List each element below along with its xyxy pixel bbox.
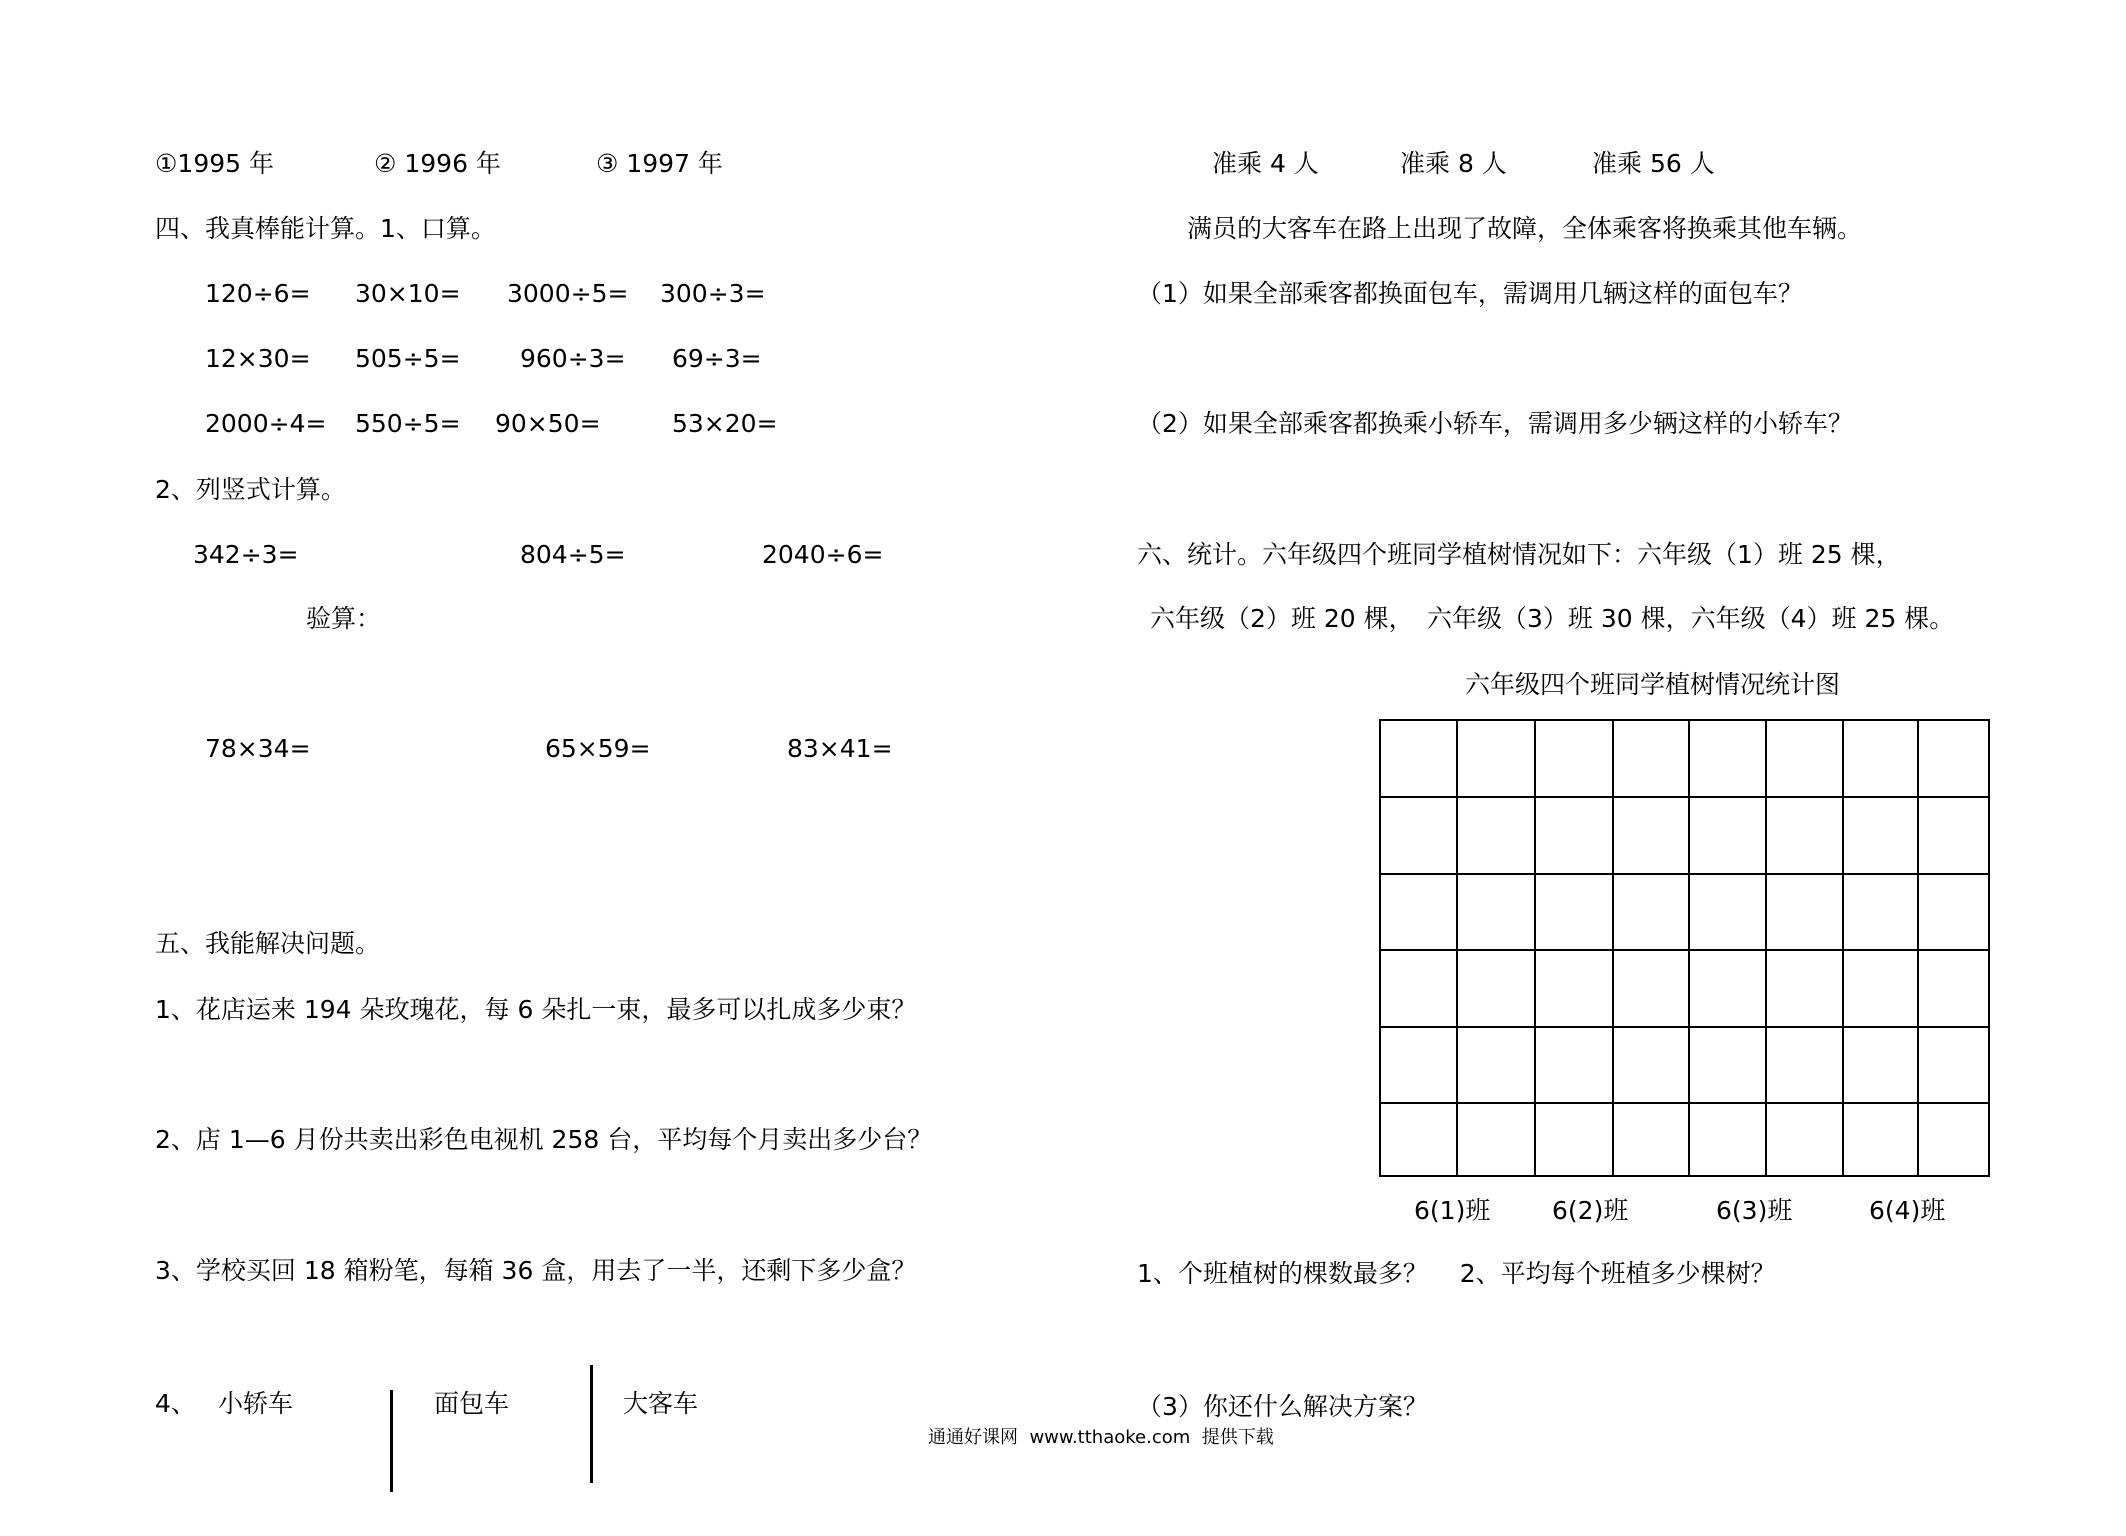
grid-line (1381, 873, 1988, 875)
vertical-calc-item: 2040÷6= (762, 540, 884, 569)
sub-question-3: （3）你还什么解决方案？ (1137, 1392, 1428, 1421)
vehicle-car: 小轿车 (218, 1389, 294, 1418)
oral-calc-item: 3000÷5= (507, 279, 629, 308)
grid-line (1842, 721, 1844, 1175)
choice-1996: ② 1996 年 (374, 149, 501, 178)
section-6-line-1: 六、统计。六年级四个班同学植树情况如下：六年级（1）班 25 棵， (1137, 540, 1901, 569)
sub-question-2: （2）如果全部乘客都换乘小轿车，需调用多少辆这样的小轿车？ (1137, 409, 1853, 438)
choice-1995: ①1995 年 (155, 149, 274, 178)
footer-credit: 通通好课网 www.tthaoke.com 提供下载 (928, 1427, 1274, 1448)
oral-calc-item: 120÷6= (205, 279, 311, 308)
question-4-number: 4、 (155, 1389, 196, 1418)
grid-line (1612, 721, 1614, 1175)
capacity-bus: 准乘 56 人 (1592, 149, 1715, 178)
oral-calc-item: 2000÷4= (205, 409, 327, 438)
chart-title: 六年级四个班同学植树情况统计图 (1465, 670, 1841, 699)
section-6-line-2b: 六年级（3）班 30 棵，六年级（4）班 25 棵。 (1427, 604, 1955, 633)
blank-chart-grid (1379, 719, 1990, 1177)
section-4-title: 四、我真棒能计算。1、口算。 (155, 214, 496, 243)
oral-calc-item: 30×10= (355, 279, 461, 308)
chart-label-class-1: 6(1)班 (1414, 1196, 1491, 1225)
grid-line (1917, 721, 1919, 1175)
vertical-calc-item: 342÷3= (193, 540, 299, 569)
grid-line (1381, 796, 1988, 798)
oral-calc-item: 12×30= (205, 344, 311, 373)
question-3: 3、学校买回 18 箱粉笔，每箱 36 盒，用去了一半，还剩下多少盒？ (155, 1256, 917, 1285)
grid-line (1765, 721, 1767, 1175)
vertical-calc-item: 83×41= (787, 734, 893, 763)
grid-line (1456, 721, 1458, 1175)
capacity-car: 准乘 4 人 (1212, 149, 1319, 178)
grid-line (1381, 949, 1988, 951)
vehicle-van: 面包车 (434, 1389, 510, 1418)
capacity-van: 准乘 8 人 (1400, 149, 1507, 178)
vertical-calc-title: 2、列竖式计算。 (155, 475, 346, 504)
table-divider (590, 1365, 593, 1483)
sub-question-1: （1）如果全部乘客都换面包车，需调用几辆这样的面包车？ (1137, 279, 1803, 308)
oral-calc-item: 69÷3= (672, 344, 762, 373)
oral-calc-item: 90×50= (495, 409, 601, 438)
grid-line (1534, 721, 1536, 1175)
choice-1997: ③ 1997 年 (596, 149, 723, 178)
oral-calc-item: 960÷3= (520, 344, 626, 373)
chart-label-class-2: 6(2)班 (1552, 1196, 1629, 1225)
section-6-line-2a: 六年级（2）班 20 棵， (1150, 604, 1414, 633)
bus-intro: 满员的大客车在路上出现了故障，全体乘客将换乘其他车辆。 (1187, 214, 1863, 243)
question-1: 1、花店运来 194 朵玫瑰花，每 6 朵扎一束，最多可以扎成多少束？ (155, 995, 917, 1024)
oral-calc-item: 505÷5= (355, 344, 461, 373)
oral-calc-item: 550÷5= (355, 409, 461, 438)
chart-label-class-4: 6(4)班 (1869, 1196, 1946, 1225)
question-2: 2、店 1—6 月份共卖出彩色电视机 258 台，平均每个月卖出多少台？ (155, 1125, 933, 1154)
vertical-calc-item: 804÷5= (520, 540, 626, 569)
grid-line (1688, 721, 1690, 1175)
section-5-title: 五、我能解决问题。 (155, 929, 381, 958)
chart-label-class-3: 6(3)班 (1716, 1196, 1793, 1225)
oral-calc-item: 53×20= (672, 409, 778, 438)
oral-calc-item: 300÷3= (660, 279, 766, 308)
grid-line (1381, 1102, 1988, 1104)
check-label: 验算： (306, 604, 382, 633)
table-divider (390, 1390, 393, 1492)
vehicle-bus: 大客车 (623, 1389, 699, 1418)
vertical-calc-item: 65×59= (545, 734, 651, 763)
grid-line (1381, 1026, 1988, 1028)
vertical-calc-item: 78×34= (205, 734, 311, 763)
statistics-questions: 1、个班植树的棵数最多？ 2、平均每个班植多少棵树？ (1137, 1259, 1776, 1288)
